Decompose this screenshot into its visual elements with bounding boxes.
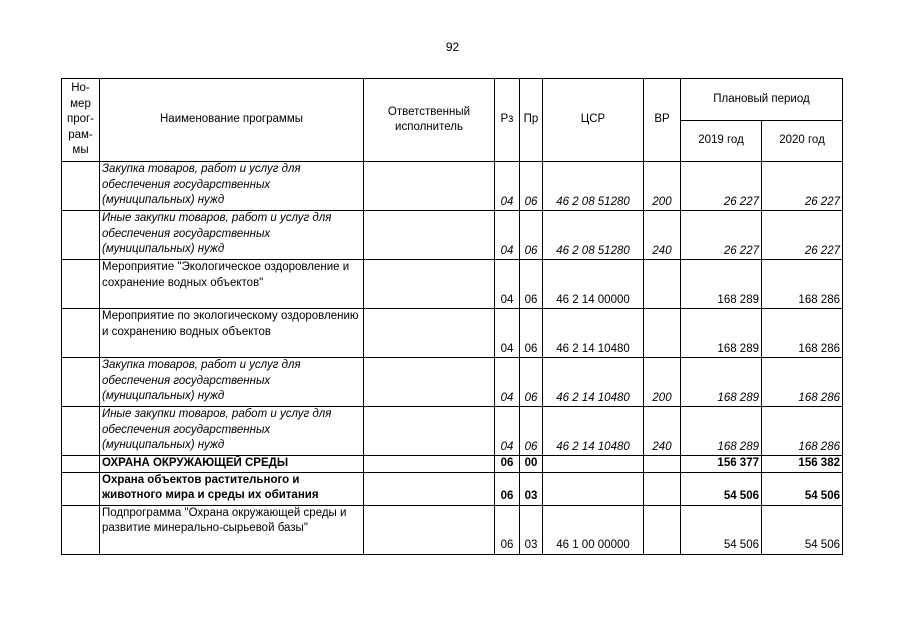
cell-2020: 54 506 (762, 472, 843, 505)
cell-vr: 240 (644, 407, 681, 456)
cell-rz: 04 (495, 260, 520, 309)
cell-pr: 06 (520, 358, 543, 407)
table-row (62, 407, 843, 456)
cell-rz: 04 (495, 211, 520, 260)
cell-rz: 06 (495, 472, 520, 505)
cell-name: Закупка товаров, работ и услуг для обеспечения государственных (муниципальных) нужд (100, 358, 364, 407)
cell-2020: 168 286 (762, 358, 843, 407)
cell-number (62, 407, 100, 456)
cell-2019: 54 506 (681, 472, 762, 505)
table-row (62, 505, 843, 554)
header-program-number: Но- мер прог- рам- мы (62, 79, 100, 162)
cell-2019: 168 289 (681, 407, 762, 456)
cell-rz: 04 (495, 407, 520, 456)
cell-vr: 200 (644, 162, 681, 211)
cell-csr: 46 2 14 00000 (543, 260, 644, 309)
cell-csr: 46 1 00 00000 (543, 505, 644, 554)
cell-vr: 240 (644, 211, 681, 260)
cell-responsible (364, 472, 495, 505)
cell-responsible (364, 162, 495, 211)
cell-rz: 06 (495, 505, 520, 554)
cell-pr: 00 (520, 456, 543, 473)
cell-number (62, 358, 100, 407)
cell-number (62, 162, 100, 211)
cell-name: Иные закупки товаров, работ и услуг для обеспечения государственных (муниципальных) нужд (100, 407, 364, 456)
page-number: 92 (445, 40, 460, 54)
cell-csr (543, 472, 644, 505)
cell-rz: 04 (495, 162, 520, 211)
cell-name: Подпрограмма "Охрана окружающей среды и развитие минерально-сырьевой базы" (100, 505, 364, 554)
cell-2020: 54 506 (762, 505, 843, 554)
table-row (62, 472, 843, 505)
cell-vr (644, 472, 681, 505)
cell-2020: 26 227 (762, 211, 843, 260)
cell-name: Охрана объектов растительного и животного мира и среды их обитания (100, 472, 364, 505)
cell-vr (644, 456, 681, 473)
cell-2020: 168 286 (762, 309, 843, 358)
header-vr: ВР (644, 79, 681, 162)
cell-responsible (364, 260, 495, 309)
cell-number (62, 505, 100, 554)
cell-number (62, 472, 100, 505)
cell-2019: 156 377 (681, 456, 762, 473)
header-program-name: Наименование программы (100, 79, 364, 162)
cell-2020: 26 227 (762, 162, 843, 211)
cell-name: Мероприятие по экологическому оздоровлению и сохранению водных объектов (100, 309, 364, 358)
cell-pr: 06 (520, 260, 543, 309)
cell-2019: 54 506 (681, 505, 762, 554)
cell-number (62, 260, 100, 309)
header-year-2020: 2020 год (762, 121, 843, 162)
cell-pr: 06 (520, 211, 543, 260)
cell-pr: 06 (520, 162, 543, 211)
cell-csr: 46 2 14 10480 (543, 407, 644, 456)
cell-vr (644, 309, 681, 358)
cell-2020: 156 382 (762, 456, 843, 473)
header-responsible: Ответственный исполнитель (364, 79, 495, 162)
cell-number (62, 211, 100, 260)
header-pr: Пр (520, 79, 543, 162)
cell-2020: 168 286 (762, 407, 843, 456)
cell-csr: 46 2 14 10480 (543, 358, 644, 407)
cell-rz: 06 (495, 456, 520, 473)
header-year-2019: 2019 год (681, 121, 762, 162)
cell-2019: 168 289 (681, 260, 762, 309)
budget-table (61, 78, 843, 555)
cell-name: ОХРАНА ОКРУЖАЮЩЕЙ СРЕДЫ (100, 456, 364, 473)
header-csr: ЦСР (543, 79, 644, 162)
cell-responsible (364, 309, 495, 358)
cell-number (62, 456, 100, 473)
header-planned-period: Плановый период (681, 79, 843, 121)
cell-responsible (364, 211, 495, 260)
cell-csr: 46 2 14 10480 (543, 309, 644, 358)
cell-csr: 46 2 08 51280 (543, 162, 644, 211)
cell-2020: 168 286 (762, 260, 843, 309)
cell-2019: 26 227 (681, 211, 762, 260)
cell-pr: 03 (520, 505, 543, 554)
table-row (62, 358, 843, 407)
cell-name: Закупка товаров, работ и услуг для обеспечения государственных (муниципальных) нужд (100, 162, 364, 211)
cell-rz: 04 (495, 309, 520, 358)
table-header (62, 79, 843, 162)
header-rz: Рз (495, 79, 520, 162)
cell-responsible (364, 505, 495, 554)
table-row (62, 456, 843, 473)
table-row (62, 162, 843, 211)
table-row (62, 260, 843, 309)
cell-number (62, 309, 100, 358)
cell-pr: 06 (520, 309, 543, 358)
cell-pr: 06 (520, 407, 543, 456)
cell-csr: 46 2 08 51280 (543, 211, 644, 260)
cell-responsible (364, 358, 495, 407)
cell-name: Иные закупки товаров, работ и услуг для обеспечения государственных (муниципальных) нужд (100, 211, 364, 260)
table-body (62, 162, 843, 555)
cell-responsible (364, 456, 495, 473)
table-row (62, 309, 843, 358)
cell-2019: 168 289 (681, 358, 762, 407)
table-row (62, 211, 843, 260)
cell-vr (644, 260, 681, 309)
cell-vr (644, 505, 681, 554)
cell-2019: 168 289 (681, 309, 762, 358)
cell-name: Мероприятие "Экологическое оздоровление и сохранение водных объектов" (100, 260, 364, 309)
cell-rz: 04 (495, 358, 520, 407)
cell-csr (543, 456, 644, 473)
cell-responsible (364, 407, 495, 456)
cell-2019: 26 227 (681, 162, 762, 211)
cell-pr: 03 (520, 472, 543, 505)
header-row-top (62, 79, 843, 121)
cell-vr: 200 (644, 358, 681, 407)
